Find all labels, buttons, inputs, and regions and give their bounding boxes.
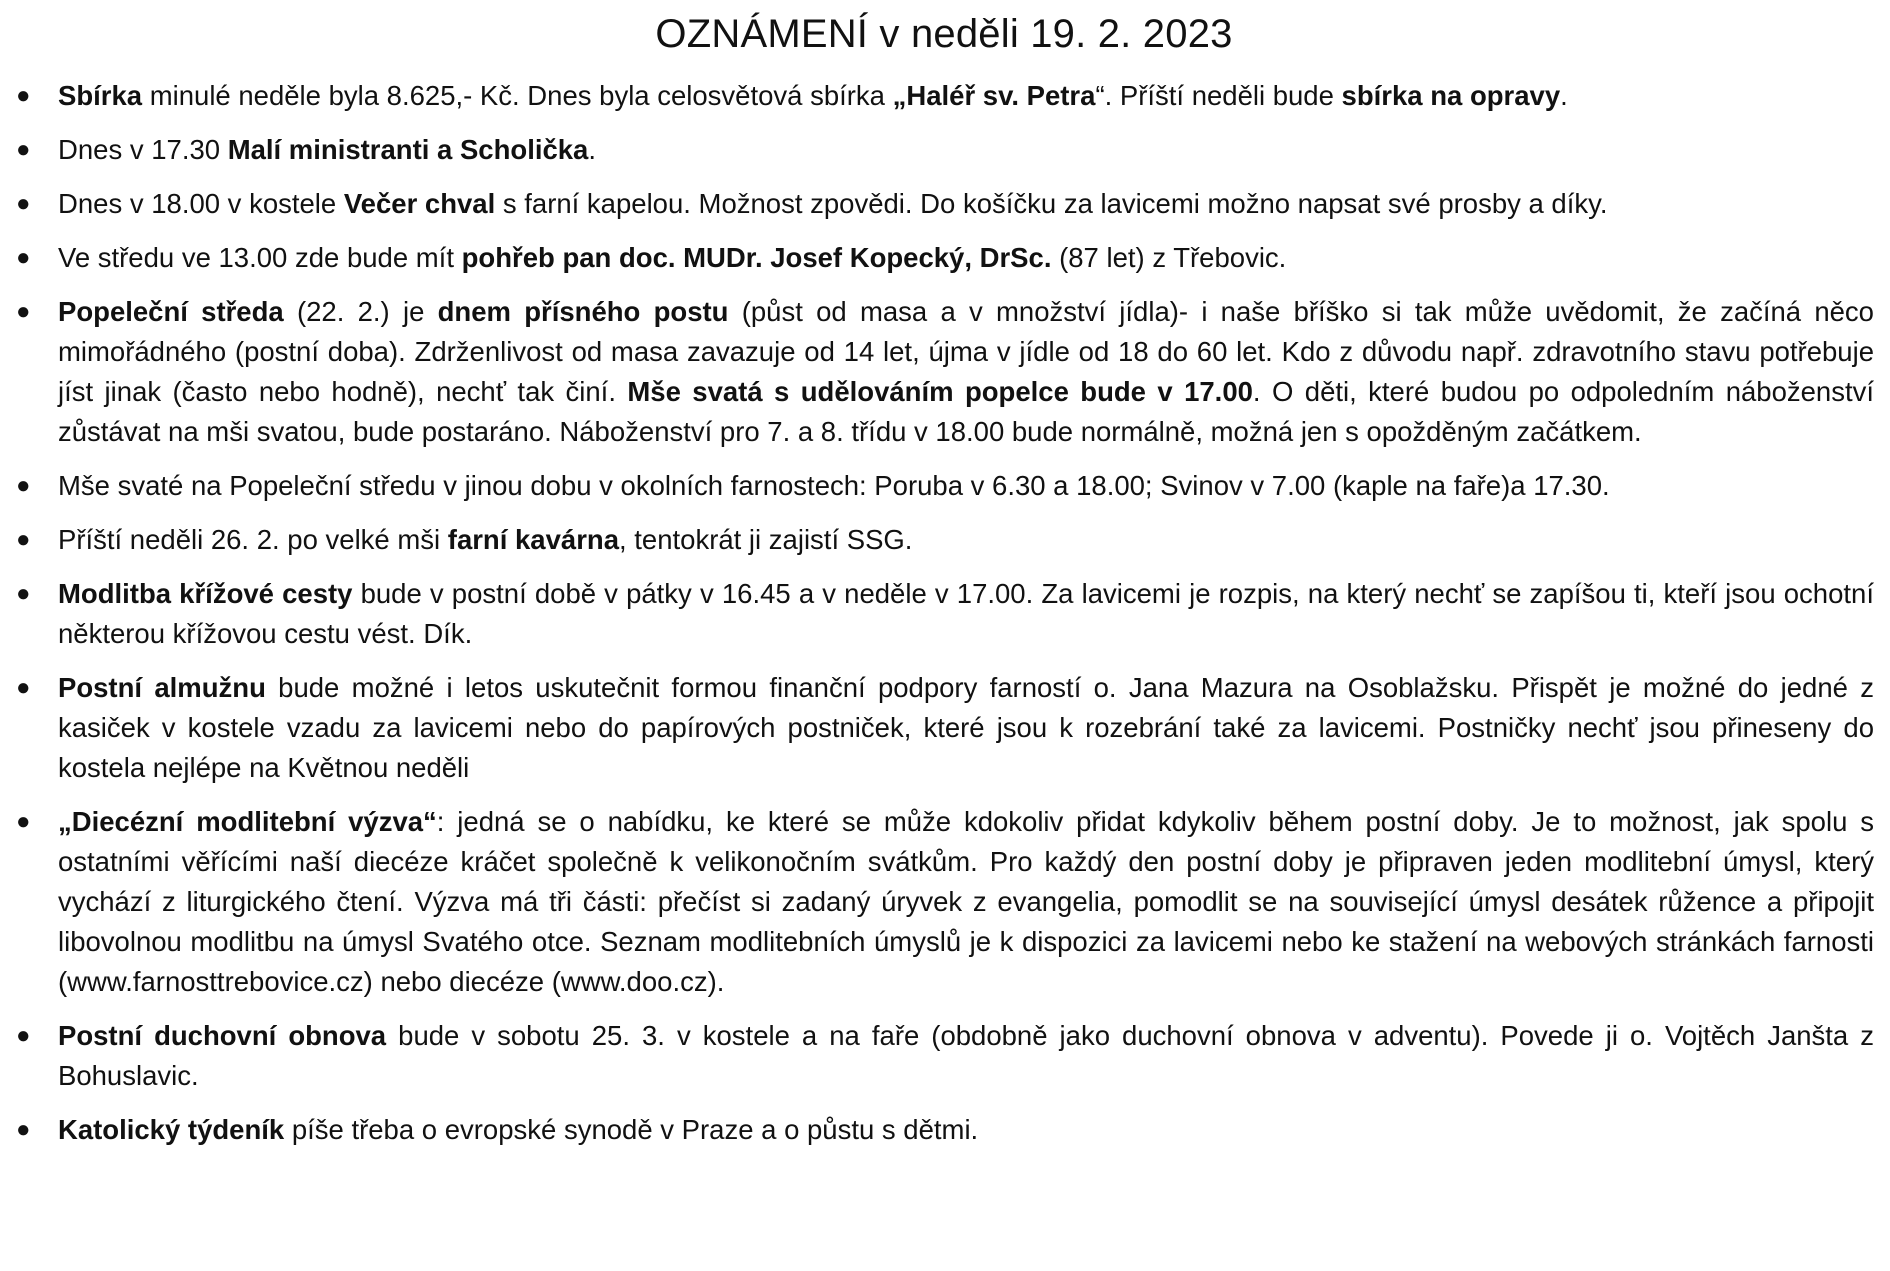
bullet-icon: ● — [16, 298, 31, 325]
bullet-icon: ● — [16, 190, 31, 217]
bullet-icon: ● — [16, 82, 31, 109]
announcement-item — [12, 238, 1876, 278]
announcement-item — [12, 574, 1876, 654]
body-text: . O děti, které budou po odpoledním náboženství zůstávat na mši svatou, bude postaráno. Náboženství pro 7. a 8. třídu v 18.00 bude normálně, možná jen s opožděným začátkem. — [58, 376, 1875, 447]
announcement-text — [58, 802, 1876, 1002]
emphasis-text: Malí ministranti a Scholička — [227, 134, 589, 165]
emphasis-text: Večer chval — [343, 188, 496, 219]
bullet-icon: ● — [16, 526, 31, 553]
bullet-icon: ● — [16, 1022, 31, 1049]
body-text: bude v postní době v pátky v 16.45 a v neděle v 17.00. Za lavicemi je rozpis, na který nechť se zapíšou ti, kteří jsou ochotní některou křížovou cestu vést. Dík. — [58, 578, 1874, 649]
body-text: píše třeba o evropské synodě v Praze a o půstu s dětmi. — [284, 1114, 979, 1145]
announcement-text — [58, 574, 1876, 654]
body-text: . — [1560, 80, 1568, 111]
announcement-text — [58, 130, 1876, 170]
bullet-icon: ● — [16, 244, 31, 271]
announcement-text — [58, 184, 1876, 224]
body-text: minulé neděle byla 8.625,- Kč. Dnes byla celosvětová sbírka — [142, 80, 893, 111]
emphasis-text: Katolický týdeník — [58, 1114, 285, 1145]
announcement-item — [12, 184, 1876, 224]
body-text: “. Příští neděli bude — [1095, 80, 1342, 111]
announcement-item — [12, 1110, 1876, 1150]
emphasis-text: pohřeb pan doc. MUDr. Josef Kopecký, DrSc. — [461, 242, 1052, 273]
body-text: : jedná se o nabídku, ke které se může kdokoliv přidat kdykoliv během postní doby. Je to možnost, jak spolu s ostatními věřícími naší diecéze kráčet společně k velikonočním svátkům. Pro každý den postní doby je připraven jeden modlitební úmysl, který vychází z liturgického čtení. Výzva má tři části: přečíst si zadaný úryvek z evangelia, pomodlit se na související úmysl desátek růžence a připojit libovolnou modlitbu na úmysl Svatého otce. Seznam modlitebních úmyslů je k dispozici za lavicemi nebo ke stažení na webových stránkách farnosti (www.farnosttrebovice.cz) nebo diecéze (www.doo.cz). — [58, 806, 1875, 997]
bullet-icon: ● — [16, 472, 31, 499]
emphasis-text: Popeleční středa — [58, 296, 284, 327]
announcement-text — [58, 668, 1876, 788]
emphasis-text: dnem přísného postu — [437, 296, 729, 327]
announcement-item — [12, 668, 1876, 788]
emphasis-text: Mše svatá s udělováním popelce bude v 17.00 — [627, 376, 1253, 407]
body-text: Mše svaté na Popeleční středu v jinou dobu v okolních farnostech: Poruba v 6.30 a 18.00; Svinov v 7.00 (kaple na faře)a 17.30. — [58, 470, 1610, 501]
announcement-list — [12, 76, 1876, 1150]
emphasis-text: farní kavárna — [447, 524, 619, 555]
body-text: Dnes v 18.00 v kostele — [58, 188, 344, 219]
body-text: . — [588, 134, 596, 165]
body-text: bude možné i letos uskutečnit formou finanční podpory farností o. Jana Mazura na Osoblažsku. Přispět je možné do jedné z kasiček v kostele vzadu za lavicemi nebo do papírových postniček, které jsou k rozebrání také za lavicemi. Postničky nechť jsou přineseny do kostela nejlépe na Květnou neděli — [58, 672, 1874, 783]
announcement-item — [12, 466, 1876, 506]
announcement-item — [12, 802, 1876, 1002]
announcement-item — [12, 76, 1876, 116]
announcement-text — [58, 1110, 1876, 1150]
announcement-text — [58, 76, 1876, 116]
emphasis-text: „Haléř sv. Petra — [892, 80, 1096, 111]
body-text: (půst od masa a v množství jídla)- i naše bříško si tak může uvědomit, že začíná něco mimořádného (postní doba). Zdrženlivost od masa zavazuje od 14 let, újma v jídle od 18 do 60 let. Kdo z důvodu např. zdravotního stavu potřebuje jíst jinak (často nebo hodně), nechť tak činí. — [58, 296, 1874, 407]
announcement-text — [58, 292, 1876, 452]
announcement-item — [12, 1016, 1876, 1096]
body-text: s farní kapelou. Možnost zpovědi. Do košíčku za lavicemi možno napsat své prosby a díky. — [495, 188, 1608, 219]
body-text: Ve středu ve 13.00 zde bude mít — [58, 242, 462, 273]
emphasis-text: Postní almužnu — [58, 672, 266, 703]
bullet-icon: ● — [16, 580, 31, 607]
bullet-icon: ● — [16, 136, 31, 163]
emphasis-text: Modlitba křížové cesty — [58, 578, 353, 609]
body-text: Dnes v 17.30 — [58, 134, 228, 165]
body-text: Příští neděli 26. 2. po velké mši — [58, 524, 448, 555]
emphasis-text: sbírka na opravy — [1341, 80, 1561, 111]
announcement-text — [58, 466, 1876, 506]
announcement-text — [58, 1016, 1876, 1096]
announcement-item — [12, 292, 1876, 452]
announcement-text — [58, 238, 1876, 278]
emphasis-text: „Diecézní modlitební výzva“ — [58, 806, 437, 837]
body-text: (87 let) z Třebovic. — [1051, 242, 1287, 273]
bullet-icon: ● — [16, 808, 31, 835]
announcement-text — [58, 520, 1876, 560]
emphasis-text: Postní duchovní obnova — [58, 1020, 387, 1051]
announcement-item — [12, 520, 1876, 560]
body-text: bude v sobotu 25. 3. v kostele a na faře (obdobně jako duchovní obnova v adventu). Povede ji o. Vojtěch Janšta z Bohuslavic. — [58, 1020, 1874, 1091]
announcement-item — [12, 130, 1876, 170]
body-text: , tentokrát ji zajistí SSG. — [619, 524, 913, 555]
emphasis-text: Sbírka — [58, 80, 143, 111]
page-title: OZNÁMENÍ v neděli 19. 2. 2023 — [655, 12, 1233, 56]
body-text: (22. 2.) je — [283, 296, 438, 327]
bullet-icon: ● — [16, 674, 31, 701]
bullet-icon: ● — [16, 1116, 31, 1143]
